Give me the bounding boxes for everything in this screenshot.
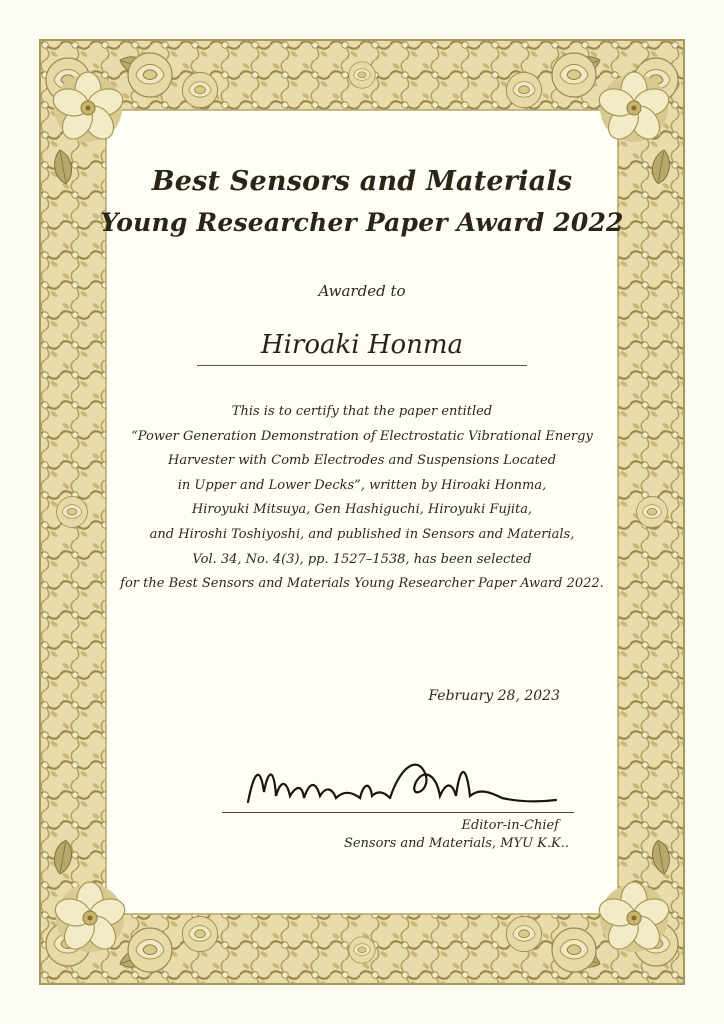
body-line: in Upper and Lower Decks”, written by Hiroaki Honma, xyxy=(177,477,547,493)
name-underline xyxy=(197,365,527,366)
body-line: Hiroyuki Mitsuya, Gen Hashiguchi, Hiroyuki Fujita, xyxy=(191,502,533,518)
body-line: Vol. 34, No. 4(3), pp. 1527–1538, has been selected xyxy=(192,551,532,567)
body-line: This is to certify that the paper entitled xyxy=(231,404,493,419)
signature-icon xyxy=(240,752,560,816)
awarded-to-label: Awarded to xyxy=(318,282,406,300)
award-date: February 28, 2023 xyxy=(428,688,560,704)
body-line: “Power Generation Demonstration of Electrostatic Vibrational Energy xyxy=(131,428,593,444)
body-line: and Hiroshi Toshiyoshi, and published in Sensors and Materials, xyxy=(149,526,575,542)
signatory-title: Editor-in-Chief xyxy=(461,818,559,833)
body-line: Harvester with Comb Electrodes and Suspensions Located xyxy=(167,453,557,469)
award-title-line1: Best Sensors and Materials xyxy=(151,166,573,197)
award-title-line2: Young Researcher Paper Award 2022 xyxy=(100,208,624,237)
signature-line xyxy=(222,812,574,813)
signatory-organization: Sensors and Materials, MYU K.K.. xyxy=(343,836,569,851)
body-line: for the Best Sensors and Materials Young Researcher Paper Award 2022. xyxy=(120,576,604,592)
recipient-name: Hiroaki Honma xyxy=(260,330,464,360)
certificate-body xyxy=(110,400,614,597)
